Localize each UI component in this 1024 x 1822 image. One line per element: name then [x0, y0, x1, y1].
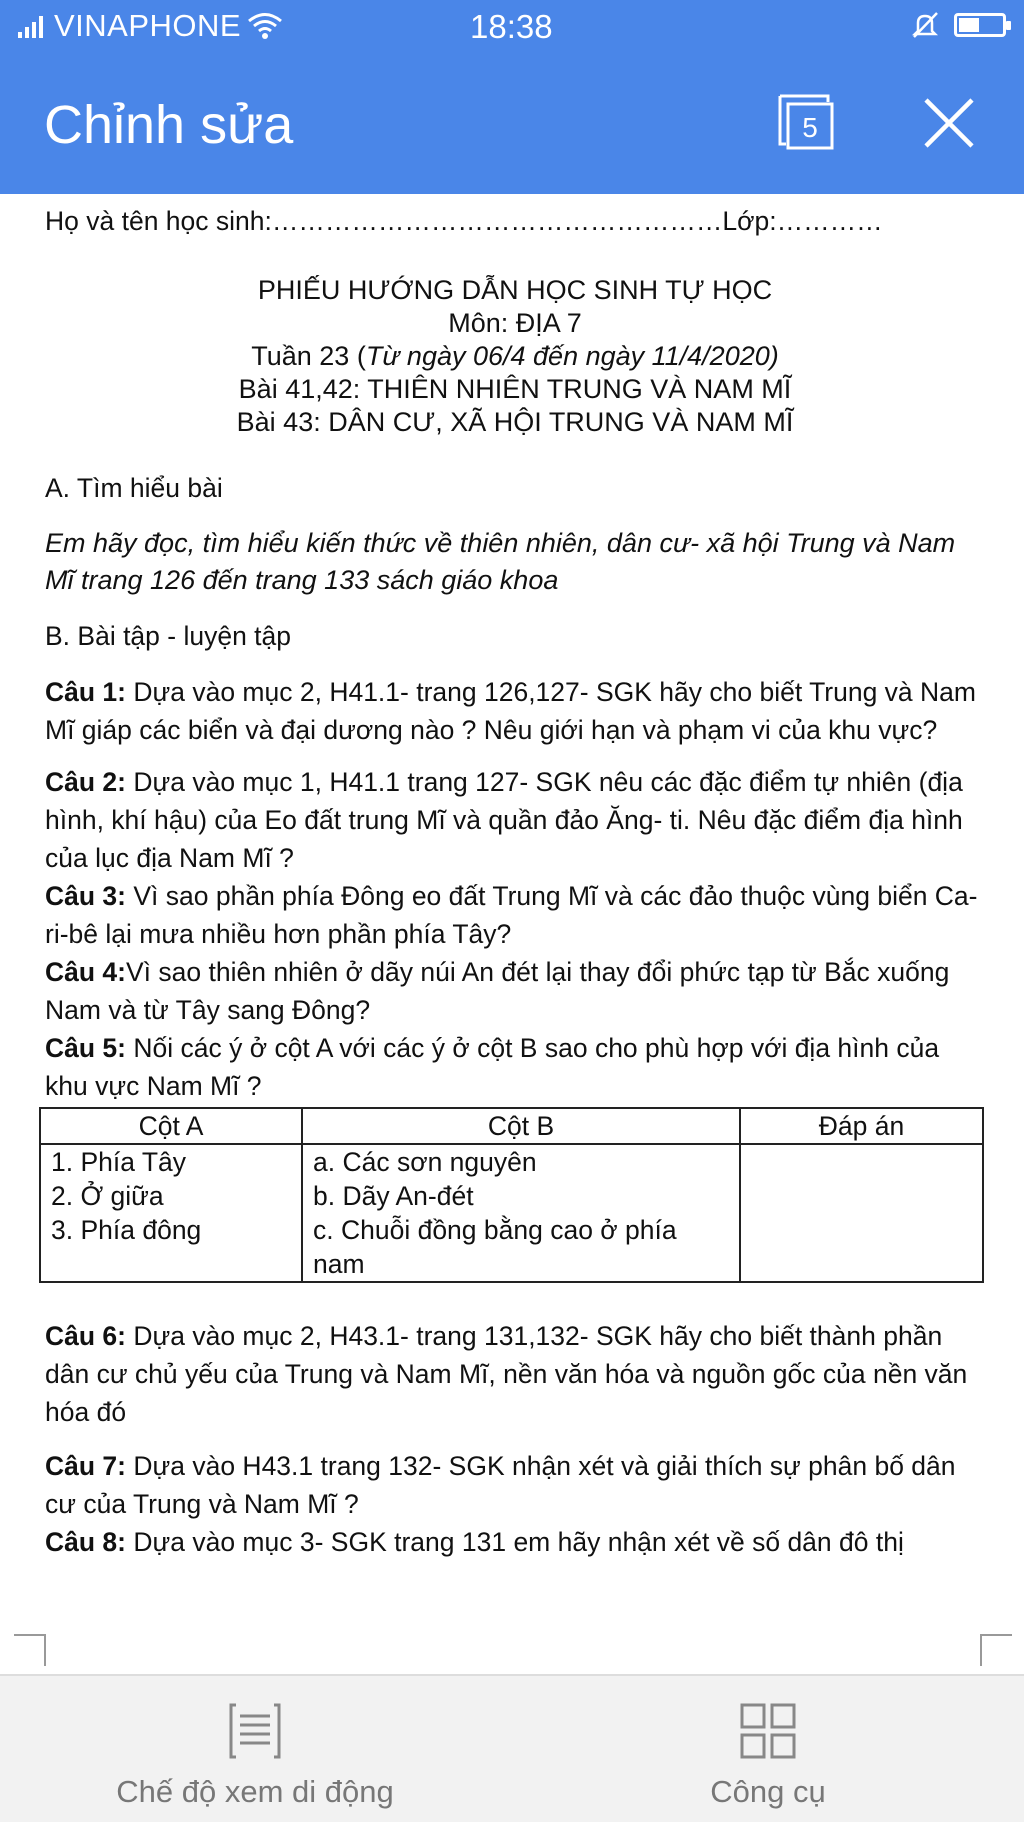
bottom-toolbar	[0, 1674, 1024, 1822]
question-6	[45, 1317, 985, 1431]
list-item: b. Dãy An-đét	[313, 1181, 474, 1211]
question-label: Câu 5:	[45, 1033, 126, 1063]
column-b-cell	[302, 1144, 740, 1282]
mobile-view-button[interactable]	[55, 1676, 455, 1822]
close-icon	[918, 92, 980, 154]
student-info-line: Họ và tên học sinh:……………………………………………Lớp:…………	[45, 206, 883, 236]
week-dates: Từ ngày 06/4 đến ngày 11/4/2020)	[365, 341, 779, 371]
question-label: Câu 6:	[45, 1321, 126, 1351]
question-1	[45, 673, 985, 749]
question-3	[45, 877, 985, 953]
page-title: Chỉnh sửa	[44, 95, 294, 155]
question-7	[45, 1447, 985, 1523]
status-left	[18, 8, 283, 44]
list-item: 1. Phía Tây	[51, 1147, 187, 1177]
section-a-heading: A. Tìm hiểu bài	[45, 473, 223, 503]
question-label: Câu 7:	[45, 1451, 126, 1481]
document-heading	[45, 274, 985, 439]
battery-level	[959, 18, 979, 32]
tabs-button[interactable]	[776, 92, 838, 154]
table-header: Cột A	[40, 1108, 302, 1144]
document-content	[45, 194, 985, 1561]
question-label: Câu 4:	[45, 957, 126, 987]
table-row	[40, 1144, 983, 1282]
table-header: Cột B	[302, 1108, 740, 1144]
column-a-cell	[40, 1144, 302, 1282]
tab-count: 5	[802, 112, 818, 143]
question-text: Dựa vào mục 3- SGK trang 131 em hãy nhận xét về số dân đô thị	[126, 1527, 904, 1557]
doc-week	[45, 340, 985, 373]
battery-icon	[954, 13, 1006, 37]
status-right	[910, 10, 1006, 40]
question-text: Nối các ý ở cột A với các ý ở cột B sao cho phù hợp với địa hình của khu vực Nam Mĩ ?	[45, 1033, 940, 1101]
week-label: Tuần 23 (	[251, 341, 366, 371]
list-item: 2. Ở giữa	[51, 1181, 164, 1211]
question-text: Dựa vào mục 1, H41.1 trang 127- SGK nêu các đặc điểm tự nhiên (địa hình, khí hậu) của Eo đất trung Mĩ và quần đảo Ăng- ti. Nêu đặc điểm địa hình của lục địa Nam Mĩ ?	[45, 767, 963, 873]
question-text: Vì sao thiên nhiên ở dãy núi An đét lại thay đổi phức tạp từ Bắc xuống Nam và từ Tây sang Đông?	[45, 957, 950, 1025]
doc-title: PHIẾU HƯỚNG DẪN HỌC SINH TỰ HỌC	[257, 275, 773, 305]
table-header-row	[40, 1108, 983, 1144]
question-label: Câu 3:	[45, 881, 126, 911]
instruction-text: Em hãy đọc, tìm hiểu kiến thức về thiên nhiên, dân cư- xã hội Trung và Nam Mĩ trang 126 đến trang 133 sách giáo khoa	[45, 528, 956, 595]
question-label: Câu 2:	[45, 767, 126, 797]
question-text: Dựa vào H43.1 trang 132- SGK nhận xét và giải thích sự phân bố dân cư của Trung và Nam Mĩ ?	[45, 1451, 956, 1519]
question-2	[45, 763, 985, 877]
question-4	[45, 953, 985, 1029]
bell-muted-icon	[910, 10, 940, 40]
doc-lesson-2: Bài 43: DÂN CƯ, XÃ HỘI TRUNG VÀ NAM MĨ	[236, 407, 794, 437]
doc-lesson-1: Bài 41,42: THIÊN NHIÊN TRUNG VÀ NAM MĨ	[238, 374, 792, 404]
page-corner-mark	[14, 1634, 46, 1666]
table-header: Đáp án	[740, 1108, 983, 1144]
tools-button[interactable]	[568, 1676, 968, 1822]
document-view-icon	[228, 1702, 282, 1760]
status-bar	[0, 0, 1024, 54]
question-text: Vì sao phần phía Đông eo đất Trung Mĩ và các đảo thuộc vùng biển Ca-ri-bê lại mưa nhiều hơn phần phía Tây?	[45, 881, 978, 949]
page-corner-mark	[980, 1634, 1012, 1666]
list-item: a. Các sơn nguyên	[313, 1147, 537, 1177]
list-item: c. Chuỗi đồng bằng cao ở phía nam	[313, 1215, 677, 1279]
matching-table	[39, 1107, 984, 1283]
question-8	[45, 1523, 985, 1561]
list-item: 3. Phía đông	[51, 1215, 202, 1245]
document-view[interactable]	[0, 194, 1024, 1674]
app-header	[0, 0, 1024, 194]
question-label: Câu 8:	[45, 1527, 126, 1557]
question-5	[45, 1029, 985, 1105]
grid-icon	[739, 1702, 797, 1760]
tabs-icon	[776, 92, 838, 154]
carrier-name: VINAPHONE	[54, 8, 242, 43]
clock: 18:38	[470, 8, 553, 45]
question-text: Dựa vào mục 2, H41.1- trang 126,127- SGK hãy cho biết Trung và Nam Mĩ giáp các biển và đại dương nào ? Nêu giới hạn và phạm vi của khu vực?	[45, 677, 976, 745]
answer-cell	[740, 1144, 983, 1282]
mobile-view-label: Chế độ xem di động	[116, 1774, 394, 1809]
close-button[interactable]	[918, 92, 980, 154]
section-b-heading: B. Bài tập - luyện tập	[45, 621, 292, 651]
signal-icon	[18, 14, 48, 38]
question-label: Câu 1:	[45, 677, 126, 707]
doc-subject: Môn: ĐỊA 7	[448, 308, 582, 338]
question-text: Dựa vào mục 2, H43.1- trang 131,132- SGK hãy cho biết thành phần dân cư chủ yếu của Trung và Nam Mĩ, nền văn hóa và nguồn gốc của nền văn hóa đó	[45, 1321, 968, 1427]
tools-label: Công cụ	[710, 1774, 826, 1809]
wifi-icon	[247, 12, 283, 40]
